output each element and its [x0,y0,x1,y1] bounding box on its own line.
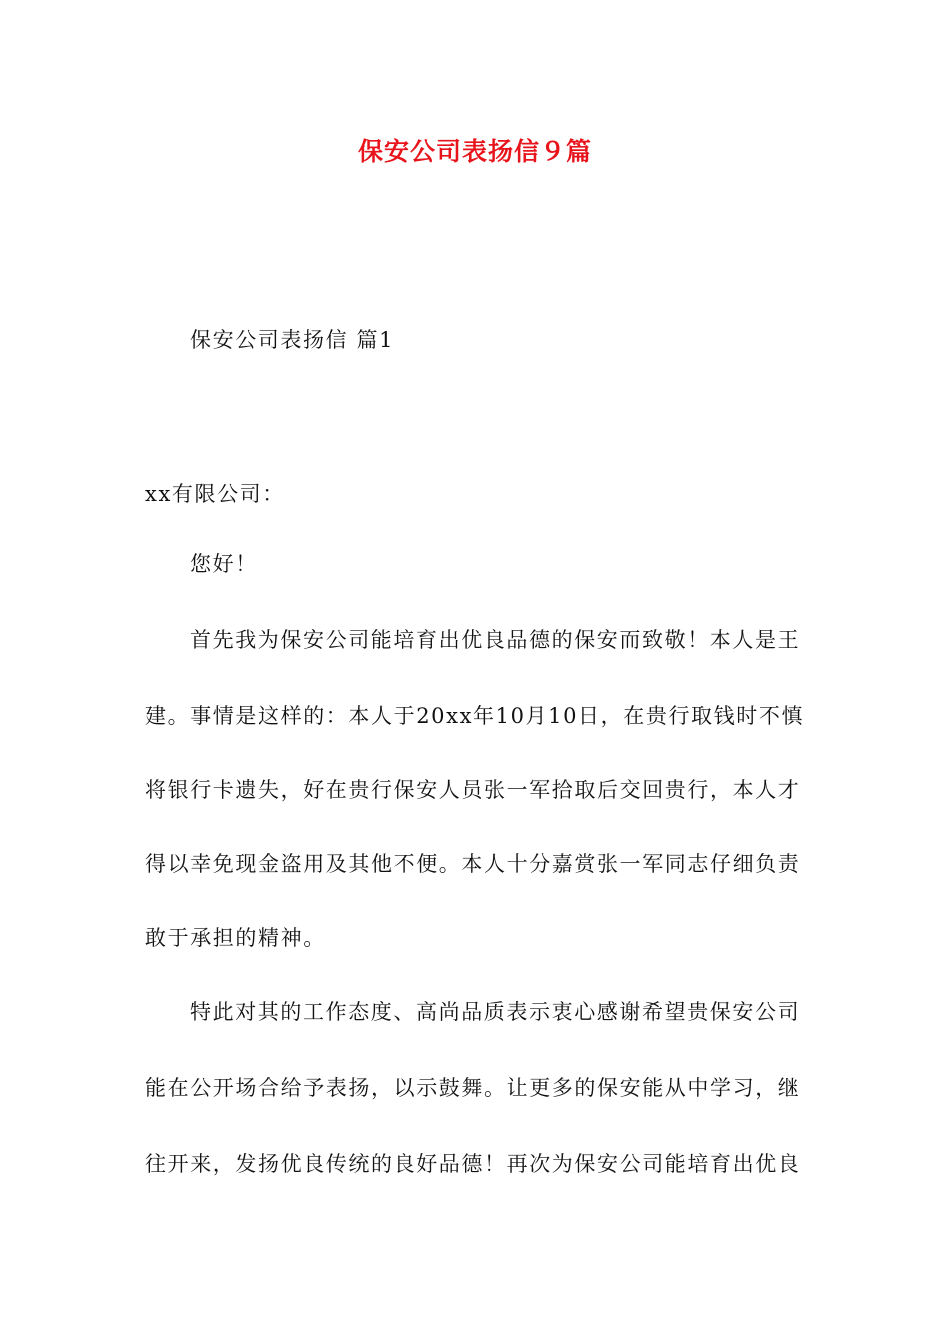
section-heading: 保安公司表扬信 篇1 [190,328,395,352]
paragraph-1-line-5: 敢于承担的精神。 [145,926,326,950]
greeting: 您好！ [190,552,258,576]
paragraph-1-line-1: 首先我为保安公司能培育出优良品德的保安而致敬！本人是王 [190,628,801,652]
paragraph-1-line-4: 得以幸免现金盗用及其他不便。本人十分嘉赏张一军同志仔细负责 [145,852,801,876]
paragraph-1-line-2: 建。事情是这样的：本人于20xx年10月10日，在贵行取钱时不慎 [145,704,805,728]
paragraph-1-line-3: 将银行卡遗失，好在贵行保安人员张一军拾取后交回贵行，本人才 [145,778,801,802]
paragraph-2-line-3: 往开来，发扬优良传统的良好品德！再次为保安公司能培育出优良 [145,1152,801,1176]
document-title: 保安公司表扬信９篇 [357,137,592,166]
paragraph-2-line-1: 特此对其的工作态度、高尚品质表示衷心感谢希望贵保安公司 [190,1000,801,1024]
paragraph-2-line-2: 能在公开场合给予表扬，以示鼓舞。让更多的保安能从中学习，继 [145,1076,801,1100]
salutation: xx有限公司： [145,482,285,506]
